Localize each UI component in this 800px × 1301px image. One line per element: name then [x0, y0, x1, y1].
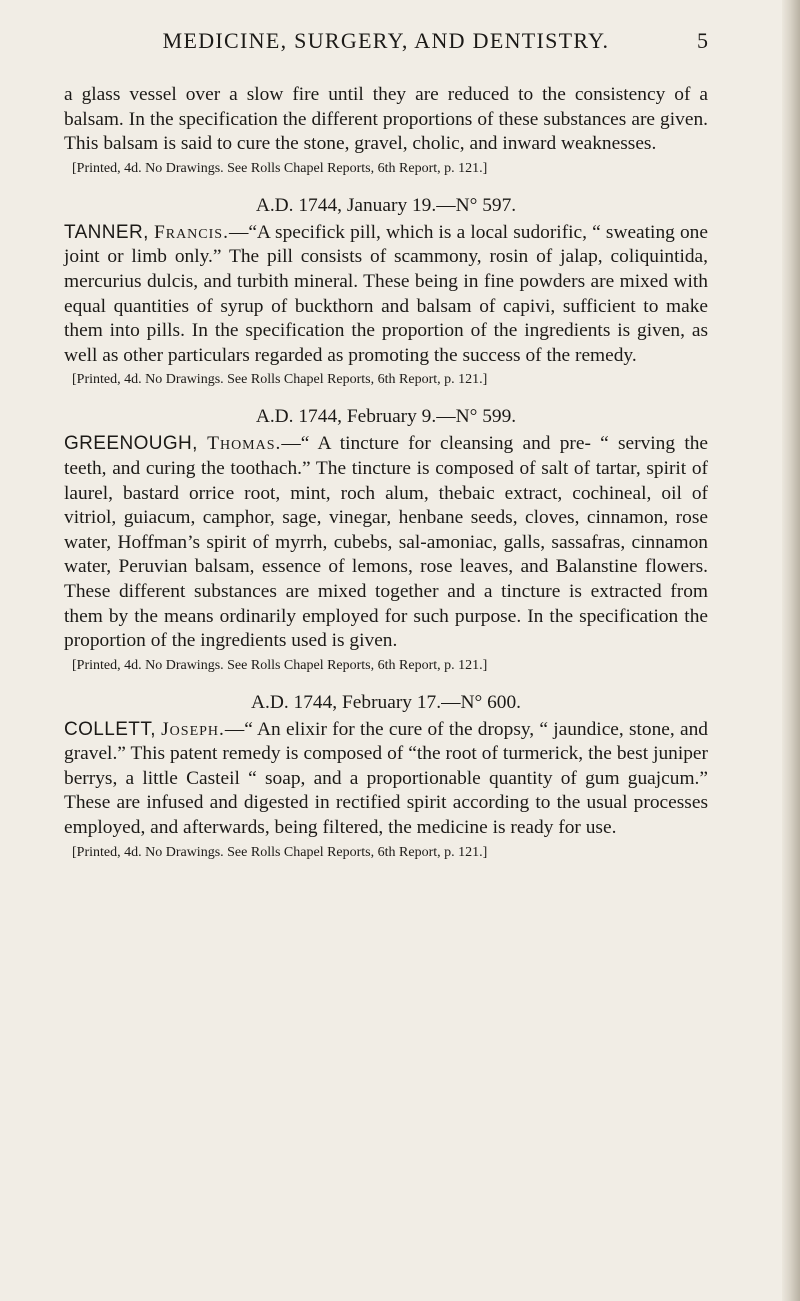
patent-entry-599 [64, 404, 708, 675]
entry-heading: A.D. 1744, February 9.—N° 599. [255, 406, 517, 428]
patentee-forename: Joseph. [161, 718, 225, 740]
entry-body [64, 432, 708, 653]
continued-text: a glass vessel over a slow fire until they are reduced to the consistency of a balsam. In the specification the different proportions of these substances are given. This balsam is said to cure the stone, gravel, cholic, and inward weaknesses. [64, 84, 708, 155]
entry-text: —“ A tincture for cleansing and pre- “ serving the teeth, and curing the toothach.” The tincture is composed of salt of tartar, spirit of laurel, bastard orrice root, mint, roch alum, thebaic extract, cochineal, oil of vitriol, guiacum, camphor, sage, vinegar, henbane seeds, cloves, cinnamon, rose water, Hoffman’s spirit of myrrh, cubebs, sal-amoniac, galls, sassafras, cinnamon water, Peruvian balsam, essence of lemons, rose leaves, and Balanstine flowers. These different substances are mixed together and a tincture is extracted from them by the means ordinarily employed for such purpose. In the specification the proportion of the ingredients used is given. [64, 433, 709, 652]
entry-body [64, 718, 708, 841]
patentee-forename: Thomas. [207, 433, 282, 455]
citation: [Printed, 4d. No Drawings. See Rolls Chapel Reports, 6th Report, p. 121.] [72, 844, 488, 860]
citation: [Printed, 4d. No Drawings. See Rolls Chapel Reports, 6th Report, p. 121.] [72, 372, 488, 388]
entry-heading: A.D. 1744, January 19.—N° 597. [255, 194, 517, 216]
entry-body [64, 221, 708, 369]
running-head [64, 22, 708, 58]
patentee-surname: GREENOUGH, [64, 433, 198, 455]
running-title: MEDICINE, SURGERY, AND DENTISTRY. [162, 28, 610, 53]
patentee-surname: COLLETT, [64, 718, 156, 740]
entry-text: —“A specifick pill, which is a local sudorific, “ sweating one joint or limb only.” The pill consists of scammony, rosin of jalap, coliquintida, mercurius dulcis, and turbith mineral. These being in fine powders are mixed with equal quantities of syrup of buckthorn and balsam of capivi, sufficient to make them into pills. In the specification the proportion of the ingredients is given, as well as other particulars regarded as promoting the success of the remedy. [64, 221, 708, 366]
patentee-surname: TANNER, [64, 221, 149, 243]
page-number: 5 [697, 28, 708, 53]
page-edge-shadow [782, 0, 800, 1301]
patentee-forename: Francis. [153, 221, 229, 243]
patent-entry-600 [64, 690, 708, 863]
citation: [Printed, 4d. No Drawings. See Rolls Chapel Reports, 6th Report, p. 121.] [72, 657, 488, 673]
continued-entry [64, 83, 708, 179]
citation: [Printed, 4d. No Drawings. See Rolls Chapel Reports, 6th Report, p. 121.] [72, 160, 488, 176]
book-page [64, 22, 708, 863]
entry-heading: A.D. 1744, February 17.—N° 600. [250, 691, 522, 713]
entry-text: —“ An elixir for the cure of the dropsy, “ jaundice, stone, and gravel.” This patent remedy is composed of “the root of turmerick, the best juniper berrys, a little Casteil “ soap, and a proportionable quantity of gum guajcum.” These are infused and digested in rectified spirit according to the usual processes employed, and afterwards, being filtered, the medicine is ready for use. [64, 718, 708, 839]
patent-entry-597 [64, 193, 708, 391]
